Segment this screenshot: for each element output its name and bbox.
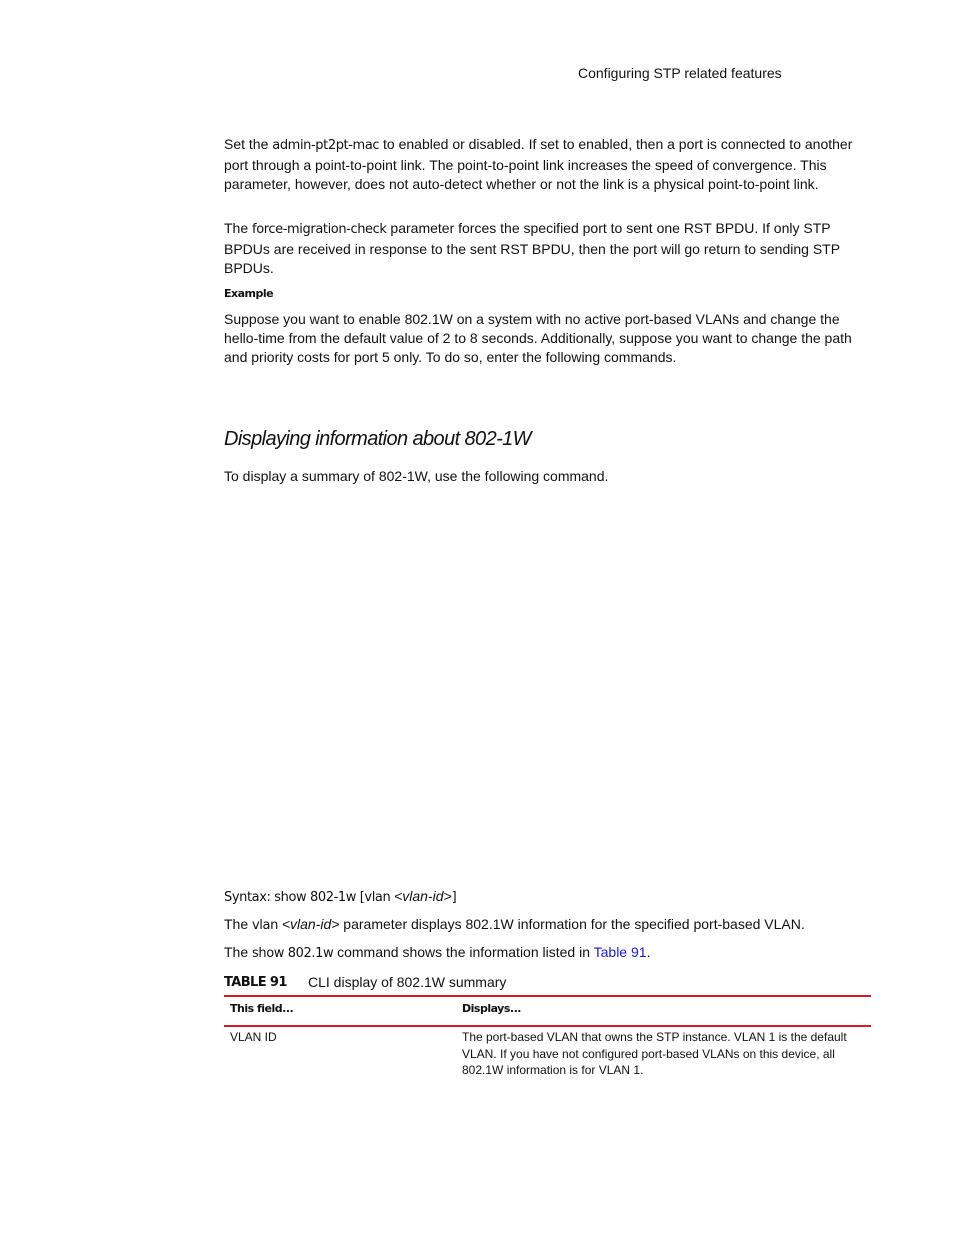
- syntax-command: Syntax: show 802-1w: [224, 890, 356, 905]
- running-header: Configuring STP related features: [578, 65, 782, 81]
- table-header-field: This field...: [230, 1002, 294, 1015]
- syntax-close: ]: [451, 890, 457, 905]
- keyword-show-802-1w: show 802.1w: [252, 946, 334, 961]
- keyword-vlan: vlan: [252, 918, 278, 933]
- admin-pt2pt-paragraph: [224, 135, 874, 193]
- text: Set the: [224, 136, 273, 152]
- text: The: [224, 916, 253, 932]
- syntax-open: [vlan: [356, 890, 395, 905]
- text: parameter forces the specified port to sent one RST BPDU. If only STP BPDUs are received in response to the sent RST BPDU, then the port will go return to sending STP BPDUs.: [224, 220, 840, 276]
- syntax-line: [224, 888, 456, 905]
- show-command-paragraph: [224, 943, 874, 964]
- text: to enabled or disabled. If set to enabled, then a port is connected to another port through a point-to-point link. The point-to-point link increases the speed of convergence. This parameter, however, does not auto-detect whether or not the link is a physical point-to-point link.: [224, 136, 853, 192]
- table-caption: CLI display of 802.1W summary: [308, 974, 507, 990]
- text: .: [646, 944, 651, 960]
- syntax-param: <vlan-id>: [394, 888, 452, 904]
- table-header-displays: Displays...: [462, 1002, 521, 1015]
- text: command shows the information listed in: [333, 944, 594, 960]
- text: The: [224, 944, 253, 960]
- example-label: Example: [224, 287, 274, 300]
- table-cell-description: The port-based VLAN that owns the STP instance. VLAN 1 is the default VLAN. If you have not configured port-based VLANs on this device, all 802.1W information is for VLAN 1.: [462, 1030, 847, 1077]
- param-vlan-id: <vlan-id>: [281, 916, 340, 932]
- force-migration-paragraph: [224, 219, 874, 277]
- table-top-rule: [224, 995, 871, 997]
- section-intro: To display a summary of 802-1W, use the following command.: [224, 468, 609, 484]
- text: parameter displays 802.1W information for the specified port-based VLAN.: [339, 916, 805, 932]
- keyword-force-migration-check: force-migration-check: [252, 222, 387, 237]
- table-header-rule: [224, 1025, 871, 1027]
- keyword-admin-pt2pt-mac: admin-pt2pt-mac: [272, 138, 380, 153]
- text: The: [224, 220, 253, 236]
- table-91-link[interactable]: Table 91: [593, 944, 647, 960]
- table-label: TABLE 91: [224, 975, 287, 990]
- table-cell-field: VLAN ID: [230, 1030, 277, 1044]
- section-title: Displaying information about 802-1W: [224, 428, 531, 450]
- vlan-param-paragraph: [224, 915, 874, 936]
- example-paragraph: Suppose you want to enable 802.1W on a system with no active port-based VLANs and change the hello-time from the default value of 2 to 8 seconds. Additionally, suppose you want to change the path and priority costs for port 5 only. To do so, enter the following commands.: [224, 311, 852, 365]
